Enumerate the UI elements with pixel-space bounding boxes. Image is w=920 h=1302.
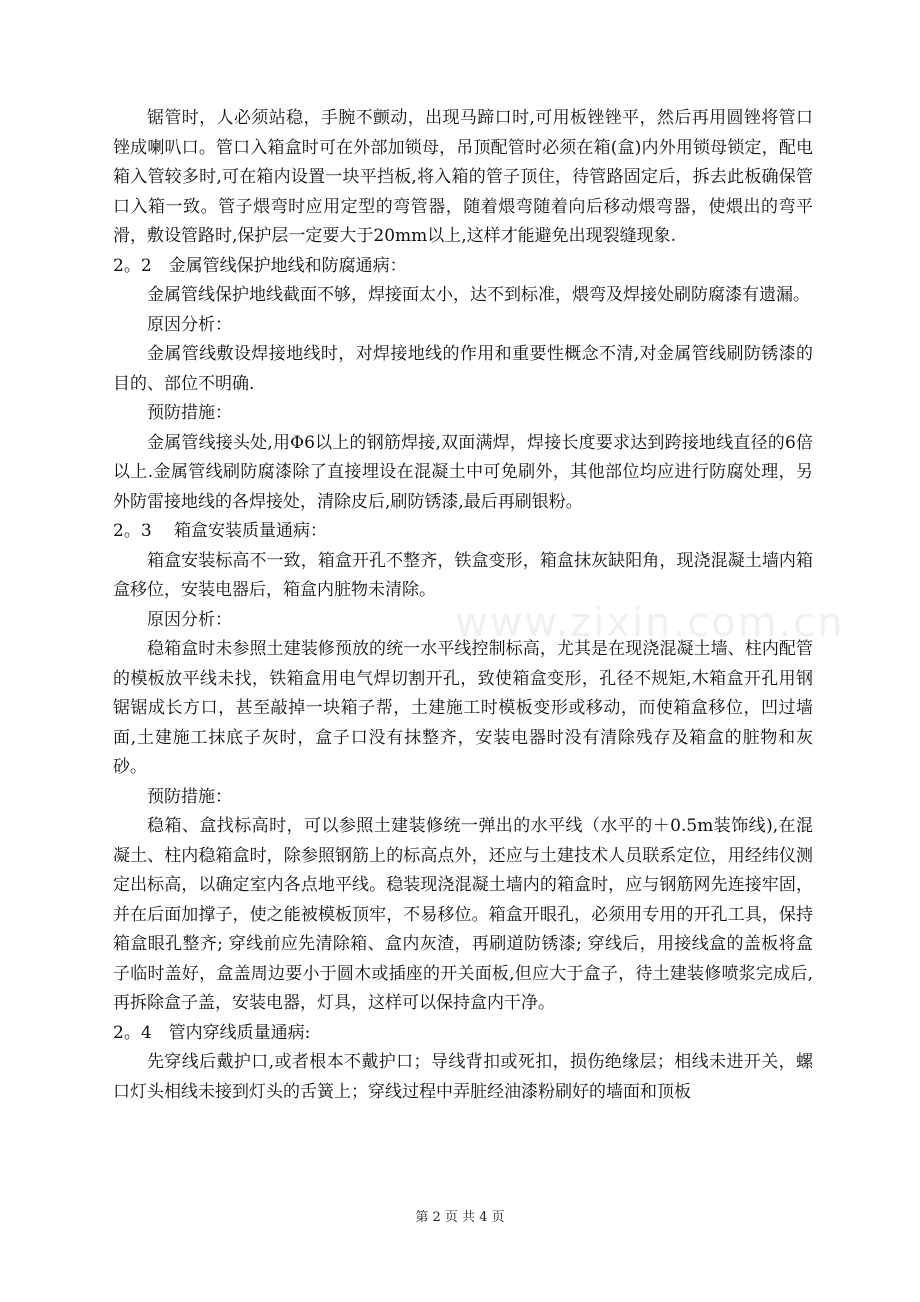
section-heading: 2。3 箱盒安装质量通病： — [113, 521, 328, 541]
paragraph: 锯管时，人必须站稳，手腕不颤动，出现马蹄口时,可用板锉锉平，然后再用圆锉将管口锉成喇叭口。管口入箱盒时可在外部加锁母，吊顶配管时必须在箱(盒)内外用锁母锁定，配电箱入管较多时,可在箱内设置一块平挡板,将入箱的管子顶住，待管路固定后，拆去此板确保管口入箱一致。管子煨弯时应用定型的弯管器，随着煨弯随着向后移动煨弯器，使煨出的弯平滑，敷设管路时,保护层一定要大于20mm以上,这样才能避免出现裂缝现象. — [113, 108, 813, 246]
paragraph: 稳箱、盒找标高时，可以参照土建装修统一弹出的水平线（水平的＋0.5m装饰线),在混凝土、柱内稳箱盒时，除参照钢筋上的标高点外，还应与土建技术人员联系定位，用经纬仪测定出标高，以确定室内各点地平线。稳装现浇混凝土墙内的箱盒时，应与钢筋网先连接牢固，并在后面加撑子，使之能被模板顶牢，不易移位。箱盒开眼孔，必须用专用的开孔工具，保持箱盒眼孔整齐; 穿线前应先清除箱、盒内灰渣，再刷道防锈漆; 穿线后，用接线盒的盖板将盒子临时盖好，盒盖周边要小于圆木或插座的开关面板,但应大于盒子，待土建装修喷浆完成后,再拆除盒子盖，安装电器，灯具，这样可以保持盒内干净。 — [113, 816, 813, 1013]
watermark: www.zixin.com.cn — [455, 600, 845, 646]
subheading-cause: 原因分析： — [147, 314, 232, 335]
paragraph: 金属管线保护地线截面不够，焊接面太小，达不到标准，煨弯及焊接处刷防腐漆有遗漏。 — [147, 285, 810, 305]
paragraph: 箱盒安装标高不一致，箱盒开孔不整齐，铁盒变形，箱盒抹灰缺阳角，现浇混凝土墙内箱盒移位，安装电器后，箱盒内脏物未清除。 — [113, 550, 813, 600]
paragraph: 稳箱盒时未参照土建装修预放的统一水平线控制标高，尤其是在现浇混凝土墙、柱内配管的模板放平线未找，铁箱盒用电气焊切割开孔，致使箱盒变形，孔径不规矩,木箱盒开孔用钢锯锯成长方口，甚至敲掉一块箱子帮，土建施工时模板变形或移动，而使箱盒移位，凹过墙面,土建施工抹底子灰时，盒子口没有抹整齐，安装电器时没有清除残存及箱盒的脏物和灰砂。 — [113, 639, 813, 777]
paragraph: 金属管线接头处,用Φ6以上的钢筋焊接,双面满焊，焊接长度要求达到跨接地线直径的6倍以上.金属管线刷防腐漆除了直接埋设在混凝土中可免刷外，其他部位均应进行防腐处理，另外防雷接地线的各焊接处，清除皮后,刷防锈漆,最后再刷银粉。 — [113, 432, 813, 512]
page-footer: 第 2 页 共 4 页 — [415, 1210, 505, 1225]
section-heading: 2。4 管内穿线质量通病: — [113, 1022, 311, 1043]
paragraph: 先穿线后戴护口,或者根本不戴护口；导线背扣或死扣，损伤绝缘层；相线未进开关，螺口灯头相线未接到灯头的舌簧上；穿线过程中弄脏经油漆粉刷好的墙面和顶板 — [113, 1052, 813, 1102]
subheading-prevention: 预防措施： — [147, 403, 232, 423]
section-heading: 2。2 金属管线保护地线和防腐通病： — [113, 255, 407, 276]
paragraph: 金属管线敷设焊接地线时，对焊接地线的作用和重要性概念不清,对金属管线刷防锈漆的目的、部位不明确. — [113, 344, 813, 394]
subheading-prevention: 预防措施： — [147, 786, 232, 807]
subheading-cause: 原因分析： — [147, 609, 232, 630]
